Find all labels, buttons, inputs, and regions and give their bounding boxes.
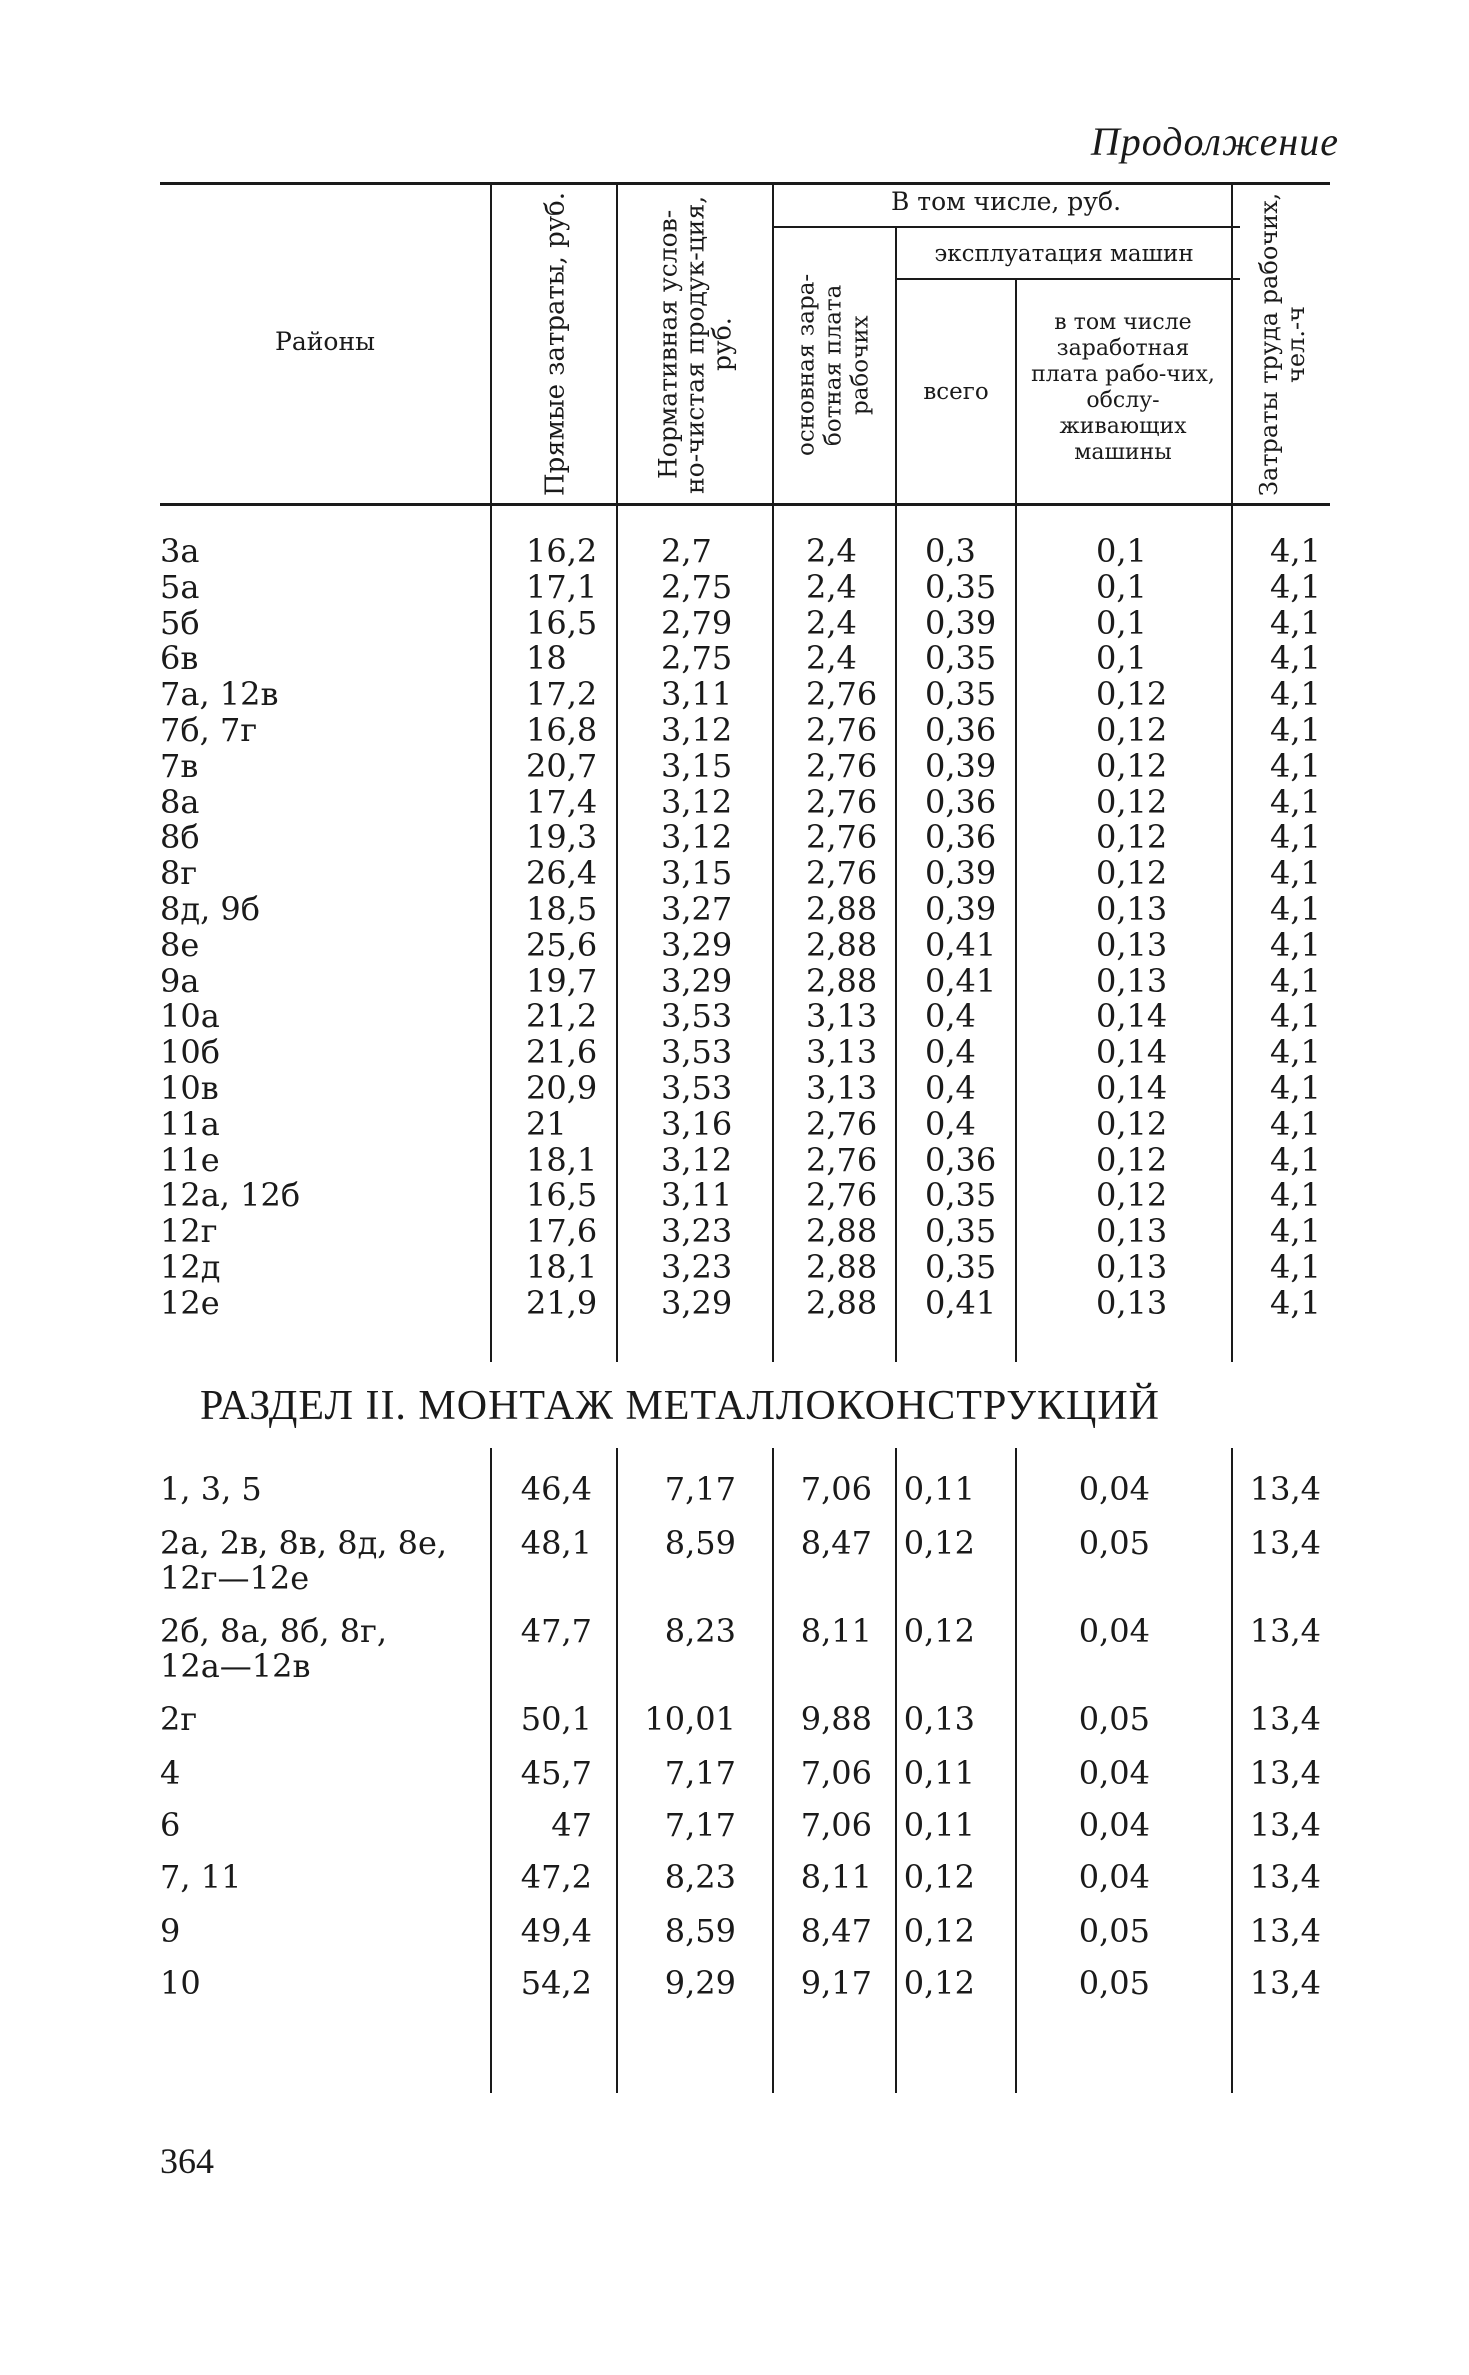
s1-cell-direct: 20,9	[526, 1068, 598, 1107]
s1-cell-region: 5б	[160, 603, 200, 642]
s1-cell-total: 0,36	[925, 782, 997, 821]
s2-cell-norm: 8,23	[664, 1612, 736, 1650]
s1-column-direct	[526, 534, 616, 1322]
s1-cell-labor: 4,1	[1270, 1033, 1321, 1072]
s1-cell-total: 0,36	[925, 1140, 997, 1179]
s1-cell-wages: 2,88	[806, 961, 878, 1000]
s1-cell-labor: 4,1	[1270, 1104, 1321, 1143]
s1-cell-wages: 2,76	[806, 782, 878, 821]
s1-cell-total: 0,35	[925, 1212, 997, 1251]
s1-cell-labor: 4,1	[1270, 1212, 1321, 1251]
s1-cell-region: 8а	[160, 782, 200, 821]
header-labor-costs-text: Затраты труда рабочих, чел.-ч	[1255, 192, 1310, 497]
s2-cell-region	[160, 1860, 480, 1895]
s2-cell-direct: 47,7	[520, 1612, 592, 1650]
s1-cell-labor: 4,1	[1270, 782, 1321, 821]
s1-cell-incl: 0,12	[1096, 1140, 1168, 1179]
s1-column-total	[925, 534, 1010, 1322]
s1-cell-norm: 3,16	[661, 1104, 733, 1143]
s1-cell-incl: 0,1	[1096, 567, 1147, 606]
header-regions: Районы	[275, 327, 375, 356]
s1-cell-wages: 2,76	[806, 710, 878, 749]
s2-cell-incl: 0,05	[1078, 1912, 1150, 1950]
s1-cell-region: 3а	[160, 532, 200, 570]
s2-region-line: 2г	[160, 1700, 198, 1738]
s1-cell-norm: 3,53	[661, 997, 733, 1036]
s1-cell-labor: 4,1	[1270, 1140, 1321, 1179]
s1-cell-incl: 0,1	[1096, 532, 1147, 570]
s1-cell-region: 7в	[160, 746, 199, 785]
s2-region-line: 6	[160, 1806, 181, 1844]
s1-cell-labor: 4,1	[1270, 567, 1321, 606]
column-rule	[490, 184, 492, 1362]
s1-cell-norm: 2,75	[661, 567, 733, 606]
s2-cell-wages: 7,06	[800, 1754, 872, 1792]
s1-cell-norm: 2,7	[661, 532, 712, 570]
s1-cell-direct: 16,8	[526, 710, 598, 749]
s2-cell-total: 0,11	[903, 1806, 975, 1844]
s1-cell-incl: 0,14	[1096, 1068, 1168, 1107]
header-base-wages-text: основная зара-ботная плата рабочих	[793, 273, 874, 457]
s1-cell-wages: 2,4	[806, 603, 857, 642]
s1-cell-incl: 0,14	[1096, 997, 1168, 1036]
s1-cell-wages: 3,13	[806, 1033, 878, 1072]
s1-cell-region: 8д, 9б	[160, 889, 261, 928]
s2-cell-direct: 48,1	[520, 1524, 592, 1562]
s1-cell-incl: 0,13	[1096, 925, 1168, 964]
s1-cell-region: 9а	[160, 961, 200, 1000]
s1-cell-wages: 2,4	[806, 532, 857, 570]
s2-cell-wages: 8,11	[800, 1858, 872, 1896]
s1-cell-wages: 2,76	[806, 1104, 878, 1143]
s1-cell-total: 0,39	[925, 889, 997, 928]
s1-cell-labor: 4,1	[1270, 639, 1321, 678]
s1-cell-region: 7б, 7г	[160, 710, 258, 749]
s1-cell-region: 10а	[160, 997, 220, 1036]
s2-region-line: 12а—12в	[160, 1647, 311, 1685]
s2-cell-total: 0,12	[903, 1964, 975, 2002]
s2-cell-region	[160, 1808, 480, 1843]
s1-cell-wages: 2,88	[806, 1283, 878, 1322]
s1-cell-direct: 21,2	[526, 997, 598, 1036]
s1-cell-labor: 4,1	[1270, 889, 1321, 928]
s1-cell-wages: 3,13	[806, 1068, 878, 1107]
s1-cell-total: 0,4	[925, 1068, 976, 1107]
s2-cell-region	[160, 1756, 480, 1791]
s1-cell-labor: 4,1	[1270, 1176, 1321, 1215]
s1-cell-labor: 4,1	[1270, 854, 1321, 893]
s2-cell-norm: 8,59	[664, 1912, 736, 1950]
s1-cell-direct: 17,2	[526, 675, 598, 714]
s1-cell-labor: 4,1	[1270, 746, 1321, 785]
s1-cell-region: 12е	[160, 1283, 220, 1322]
header-machine-operation: эксплуатация машин	[934, 241, 1194, 267]
s1-cell-wages: 2,4	[806, 567, 857, 606]
s2-cell-norm: 9,29	[664, 1964, 736, 2002]
s2-cell-incl: 0,05	[1078, 1964, 1150, 2002]
s2-cell-total: 0,11	[903, 1470, 975, 1508]
s2-cell-wages: 8,47	[800, 1912, 872, 1950]
s1-cell-direct: 26,4	[526, 854, 598, 893]
s2-cell-region	[160, 1526, 480, 1596]
s1-cell-region: 12а, 12б	[160, 1176, 301, 1215]
s2-cell-direct: 49,4	[520, 1912, 592, 1950]
s1-cell-total: 0,39	[925, 603, 997, 642]
s2-cell-total: 0,12	[903, 1612, 975, 1650]
s2-cell-incl: 0,04	[1078, 1754, 1150, 1792]
s1-cell-incl: 0,12	[1096, 746, 1168, 785]
s2-region-line: 1, 3, 5	[160, 1470, 262, 1508]
s2-cell-labor: 13,4	[1249, 1806, 1321, 1844]
s1-cell-region: 12д	[160, 1247, 221, 1286]
s1-cell-labor: 4,1	[1270, 961, 1321, 1000]
s1-cell-wages: 2,88	[806, 1212, 878, 1251]
s1-cell-wages: 2,88	[806, 925, 878, 964]
s1-cell-incl: 0,13	[1096, 889, 1168, 928]
s1-cell-incl: 0,12	[1096, 675, 1168, 714]
s2-cell-labor: 13,4	[1249, 1858, 1321, 1896]
s1-cell-labor: 4,1	[1270, 1283, 1321, 1322]
s2-cell-norm: 7,17	[664, 1806, 736, 1844]
s1-cell-total: 0,41	[925, 925, 997, 964]
s1-cell-region: 10б	[160, 1033, 220, 1072]
s1-cell-direct: 19,7	[526, 961, 598, 1000]
s1-cell-norm: 3,12	[661, 710, 733, 749]
header-normative-product-text: Нормативная услов-но-чистая продук-ция, руб.	[653, 195, 737, 494]
s1-cell-incl: 0,12	[1096, 818, 1168, 857]
s1-cell-total: 0,35	[925, 1176, 997, 1215]
s1-column-labor	[1270, 534, 1330, 1322]
s1-cell-region: 8г	[160, 854, 198, 893]
column-rule	[616, 184, 618, 1362]
s1-cell-direct: 18,1	[526, 1140, 598, 1179]
s1-cell-norm: 3,15	[661, 854, 733, 893]
s1-cell-norm: 3,12	[661, 782, 733, 821]
s1-cell-wages: 2,88	[806, 889, 878, 928]
s1-cell-total: 0,39	[925, 746, 997, 785]
s1-cell-direct: 18	[526, 639, 567, 678]
including-rule	[772, 226, 1240, 228]
s2-cell-region	[160, 1702, 480, 1737]
header-labor-costs	[1236, 192, 1330, 497]
s1-cell-direct: 18,1	[526, 1247, 598, 1286]
section-2-title: РАЗДЕЛ II. МОНТАЖ МЕТАЛЛОКОНСТРУКЦИЙ	[199, 1383, 1161, 1429]
s1-cell-wages: 2,88	[806, 1247, 878, 1286]
s1-cell-region: 11а	[160, 1104, 220, 1143]
s1-cell-region: 5а	[160, 567, 200, 606]
s1-cell-wages: 2,76	[806, 854, 878, 893]
s1-cell-incl: 0,1	[1096, 639, 1147, 678]
header-machine-incl-wages: в том числе заработная плата рабо-чих, обслу-живающих машины	[1031, 310, 1215, 465]
s1-column-incl	[1096, 534, 1206, 1322]
s2-cell-direct: 50,1	[520, 1700, 592, 1738]
s2-cell-region	[160, 1614, 480, 1684]
s1-cell-norm: 3,23	[661, 1247, 733, 1286]
table-top-rule	[160, 182, 1330, 185]
s1-cell-wages: 2,76	[806, 1176, 878, 1215]
s2-cell-incl: 0,04	[1078, 1806, 1150, 1844]
s1-cell-norm: 3,12	[661, 1140, 733, 1179]
s1-cell-wages: 2,76	[806, 1140, 878, 1179]
s1-cell-labor: 4,1	[1270, 818, 1321, 857]
s1-cell-total: 0,35	[925, 1247, 997, 1286]
s2-cell-wages: 9,88	[800, 1700, 872, 1738]
s1-cell-direct: 19,3	[526, 818, 598, 857]
s2-cell-direct: 45,7	[520, 1754, 592, 1792]
s1-cell-incl: 0,12	[1096, 854, 1168, 893]
s1-cell-total: 0,41	[925, 1283, 997, 1322]
s1-cell-direct: 17,6	[526, 1212, 598, 1251]
s2-cell-direct: 46,4	[520, 1470, 592, 1508]
s2-cell-incl: 0,04	[1078, 1858, 1150, 1896]
s1-cell-norm: 3,29	[661, 961, 733, 1000]
s1-cell-region: 12г	[160, 1212, 218, 1251]
s1-cell-incl: 0,12	[1096, 710, 1168, 749]
s1-cell-direct: 21	[526, 1104, 567, 1143]
s1-cell-direct: 16,2	[526, 532, 598, 570]
s1-cell-labor: 4,1	[1270, 710, 1321, 749]
s1-cell-labor: 4,1	[1270, 1068, 1321, 1107]
s1-cell-incl: 0,12	[1096, 1104, 1168, 1143]
s1-cell-wages: 2,4	[806, 639, 857, 678]
s2-cell-total: 0,13	[903, 1700, 975, 1738]
s1-cell-incl: 0,13	[1096, 961, 1168, 1000]
s2-region-line: 10	[160, 1964, 201, 2002]
s1-cell-total: 0,41	[925, 961, 997, 1000]
s1-cell-norm: 2,75	[661, 639, 733, 678]
s1-cell-labor: 4,1	[1270, 675, 1321, 714]
s2-cell-region	[160, 1914, 480, 1949]
s1-column-regions	[160, 534, 480, 1322]
s2-cell-wages: 9,17	[800, 1964, 872, 2002]
s1-cell-total: 0,36	[925, 818, 997, 857]
s1-cell-direct: 25,6	[526, 925, 598, 964]
s1-cell-wages: 2,76	[806, 818, 878, 857]
s1-cell-incl: 0,1	[1096, 603, 1147, 642]
s1-cell-direct: 16,5	[526, 1176, 598, 1215]
s2-cell-total: 0,12	[903, 1858, 975, 1896]
s1-cell-direct: 16,5	[526, 603, 598, 642]
s2-cell-norm: 8,59	[664, 1524, 736, 1562]
s1-cell-wages: 2,76	[806, 675, 878, 714]
s2-cell-norm: 7,17	[664, 1470, 736, 1508]
s1-cell-region: 7а, 12в	[160, 675, 279, 714]
s2-cell-wages: 7,06	[800, 1470, 872, 1508]
s2-region-line: 4	[160, 1754, 181, 1792]
s1-cell-total: 0,4	[925, 1033, 976, 1072]
continuation-label: Продолжение	[1090, 119, 1339, 164]
header-bottom-rule	[160, 503, 1330, 506]
header-normative-product	[622, 192, 768, 497]
s2-cell-region	[160, 1966, 480, 2001]
s1-column-norm	[661, 534, 761, 1322]
s1-cell-incl: 0,14	[1096, 1033, 1168, 1072]
s2-cell-direct: 54,2	[520, 1964, 592, 2002]
s1-cell-norm: 3,29	[661, 1283, 733, 1322]
s1-cell-direct: 17,4	[526, 782, 598, 821]
s1-cell-incl: 0,12	[1096, 1176, 1168, 1215]
s1-cell-norm: 3,29	[661, 925, 733, 964]
s1-cell-labor: 4,1	[1270, 997, 1321, 1036]
s1-cell-total: 0,39	[925, 854, 997, 893]
column-rule	[1015, 280, 1017, 1362]
s1-cell-total: 0,3	[925, 532, 976, 570]
s1-cell-region: 10в	[160, 1068, 219, 1107]
header-base-wages	[778, 232, 890, 498]
s1-cell-total: 0,4	[925, 1104, 976, 1143]
s2-cell-incl: 0,04	[1078, 1470, 1150, 1508]
page-number: 364	[160, 2141, 214, 2181]
s1-cell-region: 8е	[160, 925, 200, 964]
s2-cell-wages: 8,47	[800, 1524, 872, 1562]
header-direct-costs	[500, 192, 612, 497]
s2-cell-incl: 0,05	[1078, 1700, 1150, 1738]
s1-cell-labor: 4,1	[1270, 603, 1321, 642]
s2-region-line: 9	[160, 1912, 181, 1950]
s1-cell-norm: 3,11	[661, 675, 733, 714]
s2-cell-direct: 47	[551, 1806, 592, 1844]
s1-cell-labor: 4,1	[1270, 532, 1321, 570]
s1-cell-wages: 3,13	[806, 997, 878, 1036]
s1-cell-direct: 18,5	[526, 889, 598, 928]
s1-cell-region: 11е	[160, 1140, 220, 1179]
s2-cell-labor: 13,4	[1249, 1964, 1321, 2002]
s2-cell-labor: 13,4	[1249, 1612, 1321, 1650]
s1-cell-norm: 3,15	[661, 746, 733, 785]
s2-cell-norm: 8,23	[664, 1858, 736, 1896]
s1-cell-norm: 3,53	[661, 1033, 733, 1072]
s1-cell-incl: 0,12	[1096, 782, 1168, 821]
s1-cell-incl: 0,13	[1096, 1283, 1168, 1322]
s1-column-wages	[806, 534, 891, 1322]
s1-cell-labor: 4,1	[1270, 925, 1321, 964]
s1-cell-norm: 3,12	[661, 818, 733, 857]
header-machine-total: всего	[923, 379, 989, 405]
s1-cell-incl: 0,13	[1096, 1247, 1168, 1286]
s1-cell-direct: 20,7	[526, 746, 598, 785]
s1-cell-norm: 2,79	[661, 603, 733, 642]
s2-cell-total: 0,11	[903, 1754, 975, 1792]
s1-cell-total: 0,35	[925, 675, 997, 714]
s2-region-line: 2а, 2в, 8в, 8д, 8е,	[160, 1524, 448, 1562]
s1-cell-total: 0,35	[925, 639, 997, 678]
s1-cell-total: 0,4	[925, 997, 976, 1036]
s2-cell-norm: 10,01	[644, 1700, 736, 1738]
s2-cell-labor: 13,4	[1249, 1470, 1321, 1508]
s2-cell-total: 0,12	[903, 1912, 975, 1950]
s2-cell-wages: 7,06	[800, 1806, 872, 1844]
header-direct-costs-text: Прямые затраты, руб.	[540, 192, 571, 497]
column-rule	[1231, 184, 1233, 1362]
s1-cell-norm: 3,11	[661, 1176, 733, 1215]
s1-cell-region: 6в	[160, 639, 199, 678]
s2-cell-wages: 8,11	[800, 1612, 872, 1650]
s1-cell-incl: 0,13	[1096, 1212, 1168, 1251]
s1-cell-norm: 3,23	[661, 1212, 733, 1251]
s2-region-line: 12г—12е	[160, 1559, 310, 1597]
s2-cell-labor: 13,4	[1249, 1700, 1321, 1738]
s2-cell-norm: 7,17	[664, 1754, 736, 1792]
s2-cell-direct: 47,2	[520, 1858, 592, 1896]
column-rule	[772, 184, 774, 1362]
s1-cell-total: 0,36	[925, 710, 997, 749]
s2-cell-labor: 13,4	[1249, 1912, 1321, 1950]
s2-cell-total: 0,12	[903, 1524, 975, 1562]
s1-cell-labor: 4,1	[1270, 1247, 1321, 1286]
s1-cell-direct: 21,9	[526, 1283, 598, 1322]
s2-cell-labor: 13,4	[1249, 1754, 1321, 1792]
s1-cell-total: 0,35	[925, 567, 997, 606]
header-including: В том числе, руб.	[890, 187, 1122, 216]
s1-cell-region: 8б	[160, 818, 200, 857]
s1-cell-direct: 17,1	[526, 567, 598, 606]
s2-region-line: 7, 11	[160, 1858, 242, 1896]
s2-cell-incl: 0,04	[1078, 1612, 1150, 1650]
s2-cell-incl: 0,05	[1078, 1524, 1150, 1562]
s2-cell-region	[160, 1472, 480, 1507]
s2-cell-labor: 13,4	[1249, 1524, 1321, 1562]
s1-cell-norm: 3,53	[661, 1068, 733, 1107]
s1-cell-norm: 3,27	[661, 889, 733, 928]
s2-region-line: 2б, 8а, 8б, 8г,	[160, 1612, 388, 1650]
s1-cell-wages: 2,76	[806, 746, 878, 785]
s1-cell-direct: 21,6	[526, 1033, 598, 1072]
machines-rule	[895, 278, 1240, 280]
